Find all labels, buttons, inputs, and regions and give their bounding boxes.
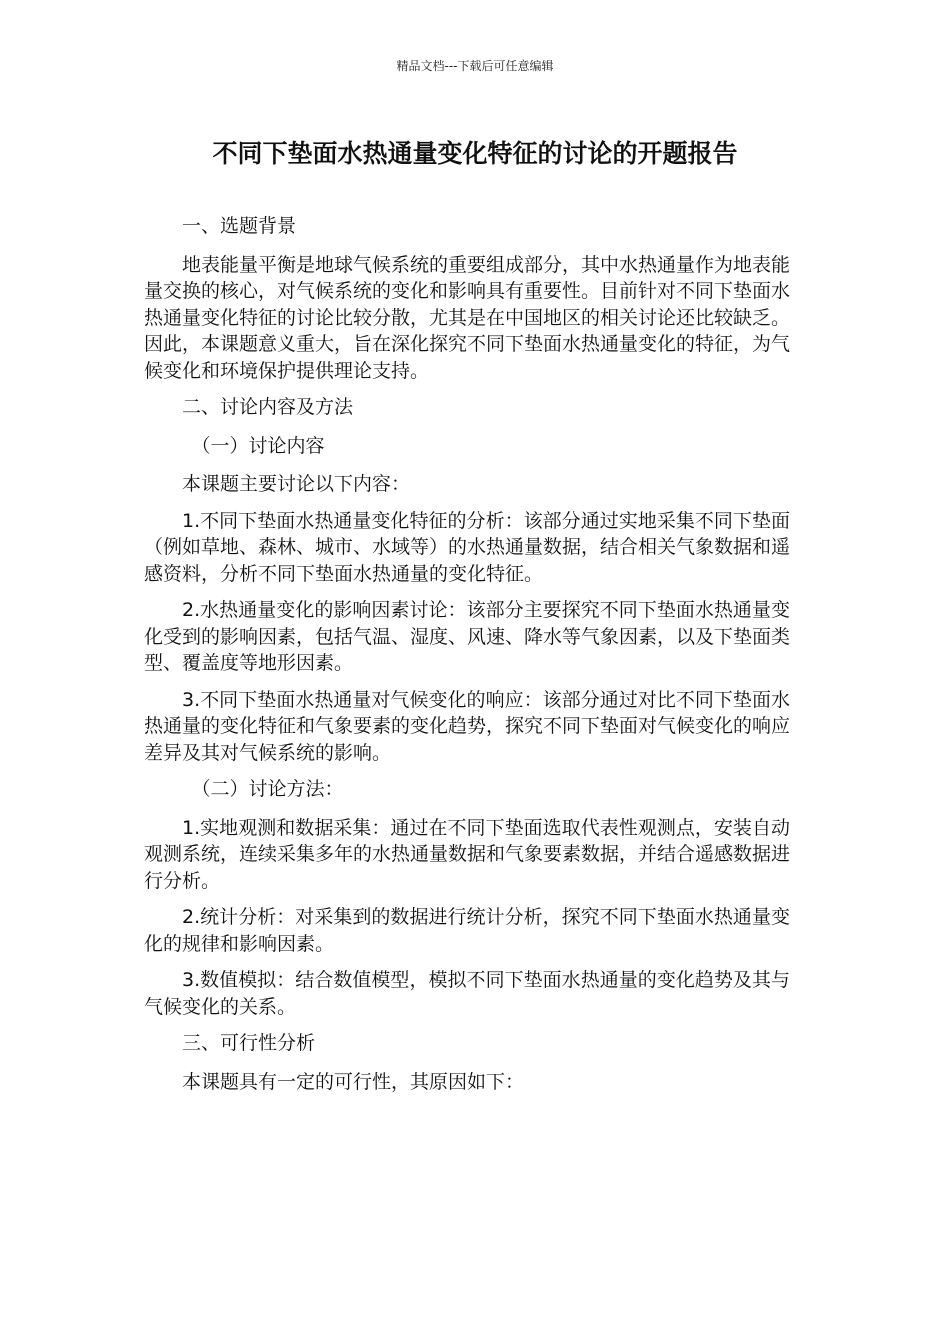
subheading-method: （二）讨论方法：	[191, 778, 344, 800]
list-item-method-2: 2.统计分析：对采集到的数据进行统计分析，探究不同下垫面水热通量变化的规律和影响因素。	[144, 906, 790, 955]
section-heading-feasibility: 三、可行性分析	[182, 1032, 316, 1054]
paragraph-feasibility-intro: 本课题具有一定的可行性，其原因如下：	[182, 1070, 525, 1093]
section-heading-background: 一、选题背景	[182, 215, 297, 237]
subheading-content: （一）讨论内容	[191, 434, 325, 457]
document-body	[144, 213, 790, 1105]
paragraph-background: 地表能量平衡是地球气候系统的重要组成部分，其中水热通量作为地表能量交换的核心，对气候系统的变化和影响具有重要性。目前针对不同下垫面水热通量变化特征的讨论比较分散，尤其是在中国地区的相关讨论还比较缺乏。因此，本课题意义重大，旨在深化探究不同下垫面水热通量变化的特征，为气候变化和环境保护提供理论支持。	[144, 253, 791, 382]
list-item-method-1: 1.实地观测和数据采集：通过在不同下垫面选取代表性观测点，安装自动观测系统，连续采集多年的水热通量数据和气象要素数据，并结合遥感数据进行分析。	[144, 816, 791, 892]
list-item-content-3: 3.不同下垫面水热通量对气候变化的响应：该部分通过对比不同下垫面水热通量的变化特征和气象要素的变化趋势，探究不同下垫面对气候变化的响应差异及其对气候系统的影响。	[144, 688, 791, 764]
list-item-content-1: 1.不同下垫面水热通量变化特征的分析：该部分通过实地采集不同下垫面（例如草地、森林、城市、水域等）的水热通量数据，结合相关气象数据和遥感资料，分析不同下垫面水热通量的变化特征。	[144, 509, 791, 585]
section-heading-content-method: 二、讨论内容及方法	[182, 396, 354, 418]
running-header: 精品文档---下载后可任意编辑	[396, 59, 554, 73]
list-item-content-2: 2.水热通量变化的影响因素讨论：该部分主要探究不同下垫面水热通量变化受到的影响因素，包括气温、湿度、风速、降水等气象因素，以及下垫面类型、覆盖度等地形因素。	[144, 599, 791, 674]
list-item-method-3: 3.数值模拟：结合数值模型，模拟不同下垫面水热通量的变化趋势及其与气候变化的关系。	[144, 969, 790, 1018]
document-title: 不同下垫面水热通量变化特征的讨论的开题报告	[212, 139, 738, 168]
paragraph-content-intro: 本课题主要讨论以下内容：	[182, 473, 411, 495]
